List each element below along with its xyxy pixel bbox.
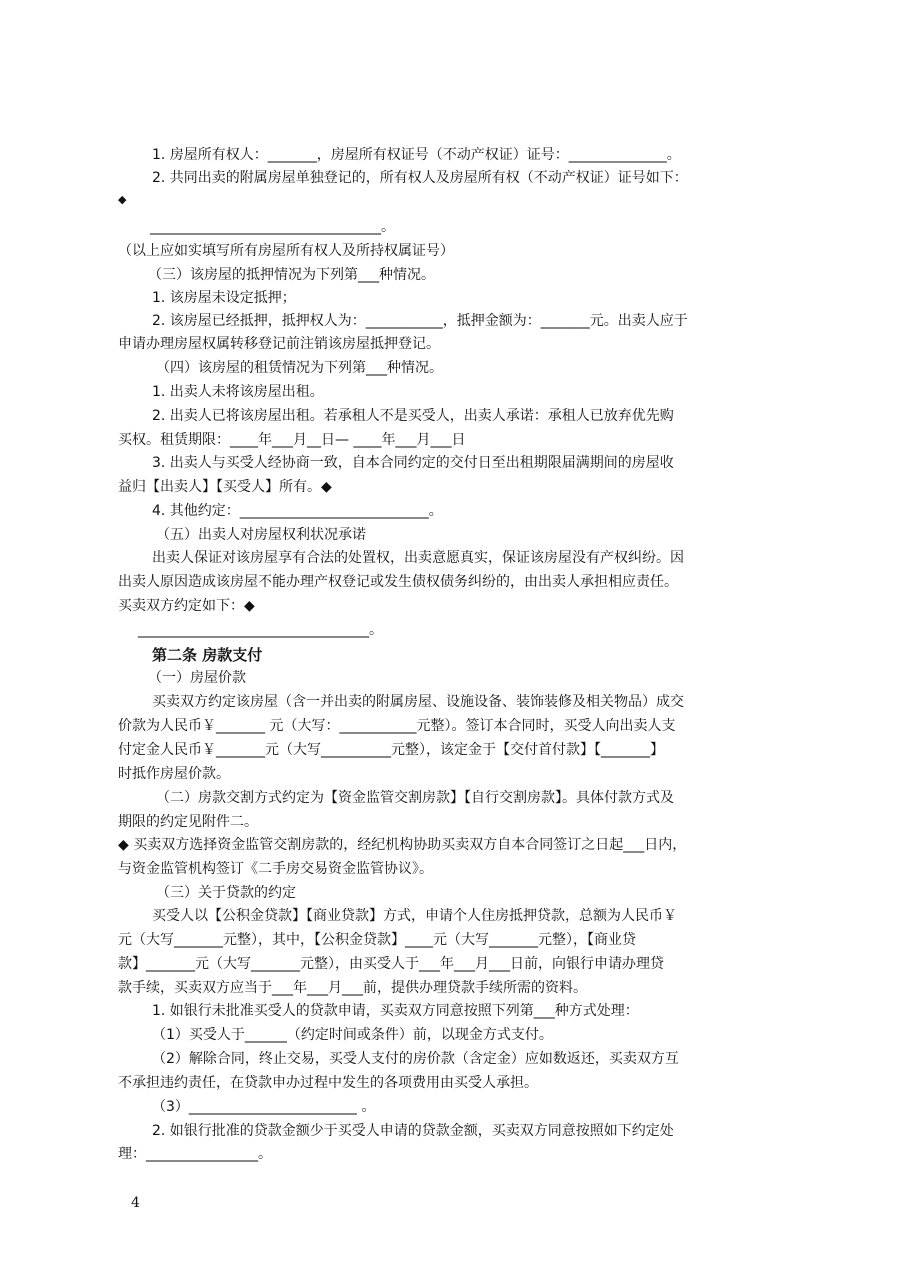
text-line: （二）房款交割方式约定为【资金监管交割房款】【自行交割房款】。具体付款方式及 bbox=[156, 790, 674, 806]
text-line: 3. 出卖人与买受人经协商一致，自本合同约定的交付日至出租期限届满期间的房屋收 bbox=[152, 455, 674, 471]
text-line: （三）关于贷款的约定 bbox=[156, 885, 296, 901]
text-line: _________________________________。 bbox=[150, 219, 395, 235]
text-line: 价款为人民币￥_______ 元（大写：___________元整）。签订本合同时，买受人向出卖人支 bbox=[118, 718, 676, 734]
text-line: 2. 如银行批准的贷款金额少于买受人申请的贷款金额，买卖双方同意按照如下约定处 bbox=[152, 1123, 674, 1139]
text-line: 4. 其他约定：___________________________。 bbox=[152, 503, 443, 519]
text-line: （1）买受人于______（约定时间或条件）前，以现金方式支付。 bbox=[152, 1027, 553, 1043]
text-line: 期限的约定见附件二。 bbox=[118, 814, 258, 830]
text-line: 理：________________。 bbox=[118, 1146, 272, 1162]
text-line: 1. 如银行未批准买受人的贷款申请，买卖双方同意按照下列第___种方式处理： bbox=[152, 1003, 639, 1019]
text-line: （三）该房屋的抵押情况为下列第___种情况。 bbox=[148, 267, 435, 283]
text-line: 出卖人原因造成该房屋不能办理产权登记或发生债权债务纠纷的，由出卖人承担相应责任。 bbox=[118, 574, 678, 590]
text-line: （3）________________________ 。 bbox=[152, 1099, 376, 1115]
text-line: 出卖人保证对该房屋享有合法的处置权，出卖意愿真实，保证该房屋没有产权纠纷。因 bbox=[152, 550, 684, 566]
text-line: 时抵作房屋价款。 bbox=[118, 766, 230, 782]
text-line: 2. 该房屋已经抵押，抵押权人为：___________，抵押金额为：_______元。出卖人应于 bbox=[152, 313, 688, 329]
text-line: 买受人以【公积金贷款】【商业贷款】方式，申请个人住房抵押贷款，总额为人民币￥ bbox=[152, 908, 677, 924]
text-line: （一）房屋价款 bbox=[148, 670, 246, 686]
text-line: 元（大写_______元整），其中，【公积金贷款】____元（大写_______元整），【商业贷 bbox=[118, 932, 636, 948]
text-line: ◆ bbox=[118, 193, 127, 206]
text-line: 申请办理房屋权属转移登记前注销该房屋抵押登记。 bbox=[118, 336, 440, 352]
text-line: ◆ 买卖双方选择资金监管交割房款的，经纪机构协助买卖双方自本合同签订之日起___日内， bbox=[118, 837, 687, 853]
text-line: （五）出卖人对房屋权利状况承诺 bbox=[156, 527, 366, 543]
text-line: 2. 共同出卖的附属房屋单独登记的，所有权人及房屋所有权（不动产权证）证号如下： bbox=[152, 170, 688, 186]
text-line: 与资金监管机构签订《二手房交易资金监管协议》。 bbox=[118, 861, 433, 877]
text-line: 1. 该房屋未设定抵押； bbox=[152, 290, 296, 306]
text-line: 1. 房屋所有权人：_______，房屋所有权证号（不动产权证）证号：______________。 bbox=[152, 147, 681, 163]
text-line: 付定金人民币￥_______元（大写__________元整），该定金于【交付首付款】【_______】 bbox=[118, 742, 664, 758]
text-line: 买卖双方约定如下：◆ bbox=[118, 598, 255, 614]
text-line: 买权。租赁期限：____年___月__日— ____年___月___日 bbox=[118, 432, 466, 448]
text-line: 款手续，买卖双方应当于___年___月___前，提供办理贷款手续所需的资料。 bbox=[118, 980, 587, 996]
text-line: 不承担违约责任，在贷款申办过程中发生的各项费用由买受人承担。 bbox=[118, 1075, 538, 1091]
text-line: （以上应如实填写所有房屋所有权人及所持权属证号） bbox=[118, 243, 454, 259]
text-line: （2）解除合同，终止交易，买受人支付的房价款（含定金）应如数返还，买卖双方互 bbox=[152, 1051, 679, 1067]
text-line: 1. 出卖人未将该房屋出租。 bbox=[152, 384, 324, 400]
text-line: 益归【出卖人】【买受人】所有。◆ bbox=[118, 479, 332, 495]
text-line: （四）该房屋的租赁情况为下列第___种情况。 bbox=[156, 360, 443, 376]
text-line: 款】_______元（大写_______元整），由买受人于___年___月___日前，向银行申请办理贷 bbox=[118, 956, 664, 972]
text-line: 2. 出卖人已将该房屋出租。若承租人不是买受人，出卖人承诺：承租人已放弃优先购 bbox=[152, 408, 674, 424]
section-heading: 第二条 房款支付 bbox=[152, 646, 263, 664]
text-line: 买卖双方约定该房屋（含一并出卖的附属房屋、设施设备、装饰装修及相关物品）成交 bbox=[152, 694, 684, 710]
text-line: _________________________________。 bbox=[138, 622, 383, 638]
page-number: 4 bbox=[131, 1195, 140, 1211]
